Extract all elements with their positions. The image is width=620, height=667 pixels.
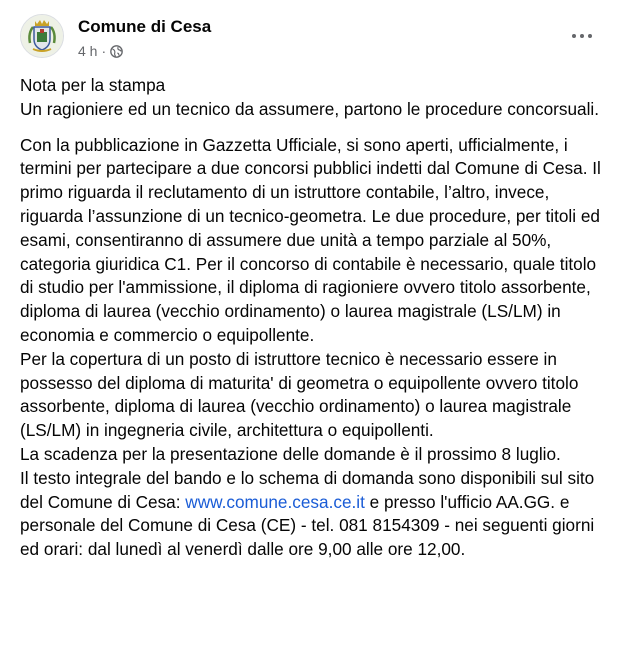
post-body (20, 134, 610, 562)
body-paragraph-3: La scadenza per la presentazione delle domande è il prossimo 8 luglio. (20, 443, 561, 464)
body-paragraph-4-end: e presso l'ufficio AA.GG. e personale del Comune di Cesa (CE) - tel. 081 8154309 - nei seguenti giorni ed orari: dal lunedì al venerdì dalle ore 9,00 alle ore 12,00. (20, 491, 595, 560)
website-link[interactable]: www.comune.cesa.ce.it (185, 491, 365, 512)
body-paragraph-4-start: Il testo integrale del bando e lo schema di domanda sono disponibili sul sito del Comune di Cesa: (20, 467, 595, 512)
meta-separator: · (101, 43, 107, 59)
more-options-icon[interactable] (570, 24, 594, 48)
post-message (20, 74, 610, 562)
press-note-title: Nota per la stampa (20, 75, 166, 95)
post-meta (78, 43, 123, 59)
page-name-link[interactable]: Comune di Cesa (78, 17, 212, 36)
post-timestamp[interactable]: 4 h (78, 43, 98, 59)
body-paragraph-2: Per la copertura di un posto di istruttore tecnico è necessario essere in possesso del diploma di maturita' di geometra o equipollente ovvero titolo assorbente, diploma di laurea (vecchio ordinamento) o laurea magistrale (LS/LM) in ingegneria civile, architettura o equipollenti. (20, 348, 579, 441)
coat-of-arms-icon (21, 15, 63, 57)
body-paragraph-1: Con la pubblicazione in Gazzetta Ufficiale, si sono aperti, ufficialmente, i termini per partecipare a due concorsi pubblici indetti dal Comune di Cesa. Il primo riguarda il reclutamento di un istruttore contabile, l’altro, invece, riguarda l’assunzione di un tecnico-geometra. Le due procedure, per titoli ed esami, consentiranno di assumere due unità a tempo parziale al 50%, categoria giuridica C1. Per il concorso di contabile è necessario, quale titolo di studio per l'ammissione, il diploma di ragioniere ovvero titolo assorbente, diploma di laurea (vecchio ordinamento) o laurea magistrale (LS/LM) in economia e commercio o equipollente. (20, 134, 601, 345)
page-avatar[interactable] (20, 14, 64, 58)
post-intro (20, 74, 610, 122)
globe-icon[interactable] (110, 45, 123, 58)
post-headline: Un ragioniere ed un tecnico da assumere, partono le procedure concorsuali. (20, 98, 599, 119)
post-header (20, 14, 600, 64)
